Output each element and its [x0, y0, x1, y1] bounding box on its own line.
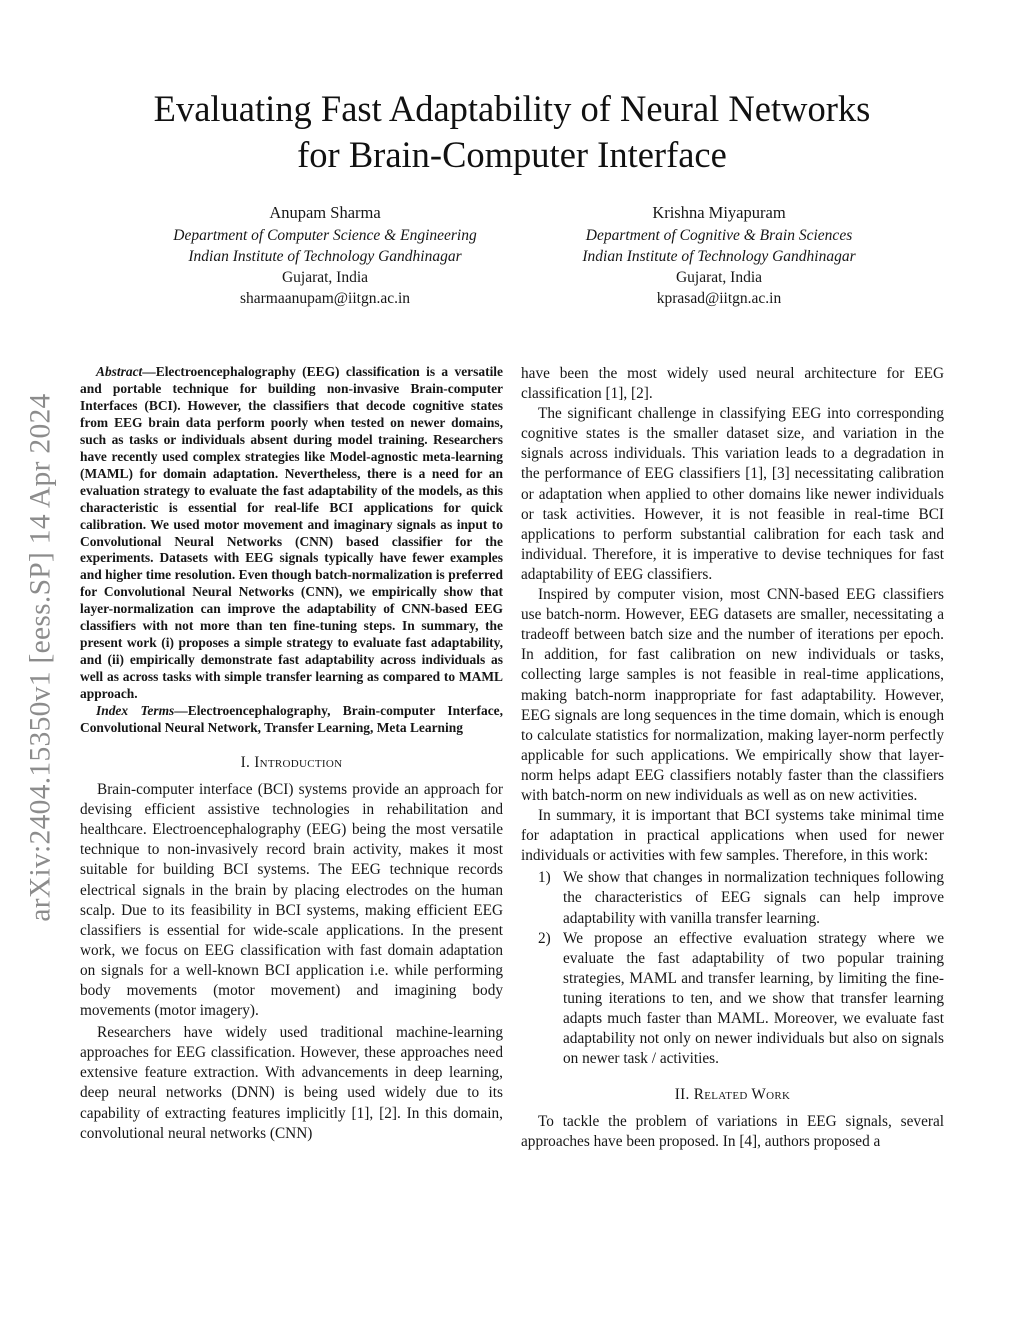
author-department: Department of Computer Science & Engineering: [173, 227, 477, 244]
author-name: Krishna Miyapuram: [652, 203, 786, 222]
abstract: [80, 364, 503, 703]
list-item-number: 1): [538, 869, 551, 887]
intro-paragraph-5: In summary, it is important that BCI systems take minimal time for adaptation in practical applications when used for newer individuals or activities with few samples. Therefore, in this work:: [521, 807, 944, 865]
section-numeral: I.: [240, 753, 255, 771]
section-title: Related Work: [693, 1086, 791, 1104]
paper-title-line-1: Evaluating Fast Adaptability of Neural Networks: [153, 88, 871, 129]
author-institution: Indian Institute of Technology Gandhinagar: [582, 248, 856, 265]
author-block-1: [120, 202, 530, 309]
author-block-2: [514, 202, 924, 309]
author-email: kprasad@iitgn.ac.in: [656, 290, 782, 307]
paper-title: [60, 86, 964, 178]
arxiv-identifier-text: arXiv:2404.15350v1 [eess.SP] 14 Apr 2024: [24, 392, 57, 922]
author-institution: Indian Institute of Technology Gandhinagar: [188, 248, 462, 265]
left-column: [80, 364, 503, 1144]
related-paragraph-1: To tackle the problem of variations in EEG signals, several approaches have been proposed. In [4], authors proposed a: [521, 1113, 944, 1151]
section-title: Introduction: [254, 753, 343, 771]
author-department: Department of Cognitive & Brain Sciences: [585, 227, 853, 244]
intro-paragraph-3: The significant challenge in classifying EEG into corresponding cognitive states is the smaller dataset size, and variation in the signals across individuals. This variation leads to a degradation in the performance of EEG classifiers [1], [3] necessitating calibration or adaptation when applied to other domains like newer individuals or task activities. However, it is not feasible in real-time BCI applications to perform substantial calibration for each task and individual. Therefore, it is imperative to devise techniques for fast adaptability of EEG classifiers.: [521, 405, 944, 583]
arxiv-identifier: [22, 352, 60, 962]
contributions-list: [521, 868, 944, 1069]
paper-title-line-2: for Brain-Computer Interface: [297, 134, 727, 175]
section-heading-related-work: [521, 1085, 944, 1105]
section-numeral: II.: [674, 1086, 694, 1104]
intro-paragraph-4: Inspired by computer vision, most CNN-based EEG classifiers use batch-norm. However, EEG datasets are smaller, necessitating a tradeoff between batch size and the number of iterations per epoch. In addition, for fast calibration on new individuals or tasks, collecting large samples is not feasible in real-time applications, making batch-norm inappropriate for fast adaptability. However, EEG signals are long sequences in the time domain, which is enough to calculate statistics for normalization, making layer-norm perfectly applicable for such applications. We empirically show that layer-norm helps adapt EEG classifiers notably faster than the classifiers with batch-norm on new individuals as well as on new activities.: [521, 586, 944, 804]
list-item-number: 2): [538, 929, 551, 947]
list-item: [521, 929, 944, 1070]
list-item-text: We show that changes in normalization techniques following the characteristics of EEG signals can help improve adaptability with vanilla transfer learning.: [563, 869, 944, 927]
author-location: Gujarat, India: [281, 269, 369, 286]
index-terms-label: Index Terms: [96, 703, 175, 719]
author-name: Anupam Sharma: [269, 203, 381, 222]
index-terms: [80, 703, 503, 737]
right-column: [521, 364, 944, 1153]
abstract-text: —Electroencephalography (EEG) classification is a versatile and portable technique for building non-invasive Brain-computer Interfaces (BCI). However, the classifiers that decode cognitive states from EEG brain data perform poorly when tested on newer domains, such as tasks or individuals absent during model training. Researchers have recently used complex strategies like Model-agnostic meta-learning (MAML) for domain adaptation. Nevertheless, there is a need for an evaluation strategy to evaluate the fast adaptability of the models, as this characteristic is essential for real-life BCI applications for quick calibration. We used motor movement and imaginary signals as input to Convolutional Neural Networks (CNN) based classifier for the experiments. Datasets with EEG signals typically have fewer examples and higher time resolution. Even though batch-normalization is preferred for Convolutional Neural Networks (CNN), we empirically show that layer-normalization can improve the adaptability of CNN-based EEG classifiers with not more than ten fine-tuning steps. In summary, the present work (i) proposes a simple strategy to evaluate fast adaptability, and (ii) empirically demonstrate fast adaptability across individuals as well as across tasks with simple transfer learning as compared to MAML approach.: [80, 364, 503, 702]
list-item-text: We propose an effective evaluation strategy where we evaluate the fast adaptability of two popular training strategies, MAML and transfer learning, by limiting the fine-tuning iterations to ten, and we show that transfer learning adapts much faster than MAML. Moreover, we evaluate fast adaptability not only on newer individuals but also on signals on newer task / activities.: [563, 929, 944, 1068]
intro-paragraph-2: Researchers have widely used traditional machine-learning approaches for EEG classification. However, these approaches need extensive feature extraction. With advancements in deep learning, deep neural networks (DNN) is being used widely due to its capability of extracting features implicitly [1], [2]. In this domain, convolutional neural networks (CNN): [80, 1024, 503, 1142]
author-location: Gujarat, India: [675, 269, 763, 286]
author-email: sharmaanupam@iitgn.ac.in: [239, 290, 411, 307]
list-item: [521, 868, 944, 928]
abstract-label: Abstract: [96, 364, 143, 379]
section-heading-introduction: [80, 753, 503, 773]
index-terms-text: —Electroencephalography, Brain-computer Interface, Convolutional Neural Network, Transfer Learning, Meta Learning: [80, 703, 504, 736]
intro-paragraph-1: Brain-computer interface (BCI) systems provide an approach for devising efficient assistive technologies in rehabilitation and healthcare. Electroencephalography (EEG) being the most versatile technique to non-invasively record brain activity, makes it most suitable for building BCI systems. The EEG technique records electrical signals in the brain by placing electrodes on the human scalp. Due to its feasibility in BCI systems, making efficient EEG classifiers is essential for wide-scale applications. In the present work, we focus on EEG classification with fast domain adaptation on signals for a well-known BCI application i.e. while performing body movements (motor movement) and imagining body movements (motor imagery).: [80, 781, 503, 1020]
intro-paragraph-2-continued: have been the most widely used neural architecture for EEG classification [1], [2].: [521, 365, 944, 403]
